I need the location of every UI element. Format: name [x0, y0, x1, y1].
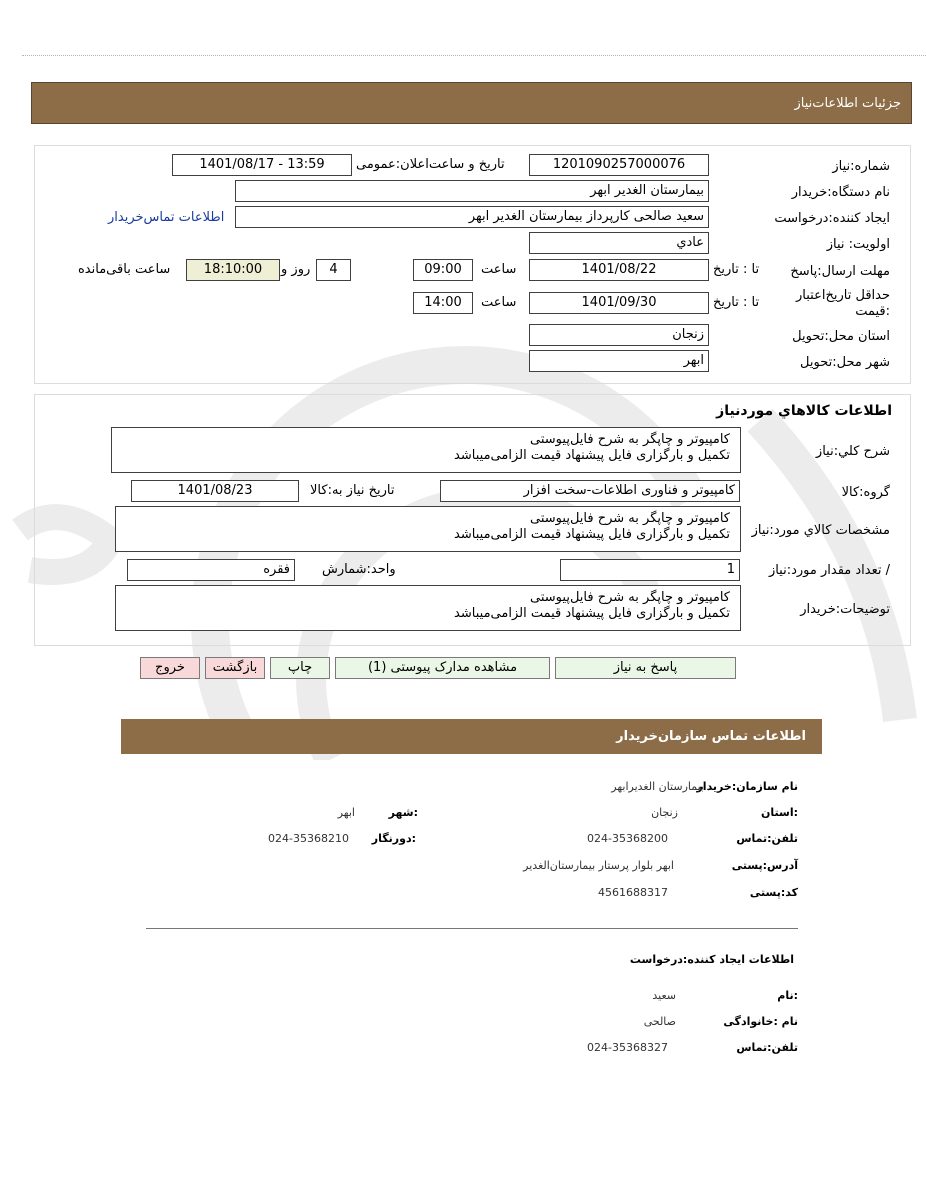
- province-field: زنجان: [529, 324, 709, 346]
- requester-section-title: اطلاعات ایجاد کننده:درخواست: [629, 953, 794, 966]
- spec-line-1: کامپیوتر و چاپگر به شرح فایل‌پیوستی: [530, 511, 730, 526]
- need-number-label: شماره:نیاز: [832, 159, 890, 174]
- deadline-time-label: ساعت: [481, 262, 517, 277]
- notes-line-1: کامپیوتر و چاپگر به شرح فایل‌پیوستی: [530, 590, 730, 605]
- back-button[interactable]: بازگشت: [205, 657, 265, 679]
- top-dotted-divider: [22, 55, 926, 56]
- validity-time-field: 14:00: [413, 292, 473, 314]
- requester-name-label: :نام: [777, 989, 798, 1002]
- contact-city-value: ابهر: [337, 806, 355, 819]
- requester-phone-label: تلفن:تماس: [736, 1041, 798, 1054]
- priority-field: عادي: [529, 232, 709, 254]
- goods-section-title: اطلاعات کالاهاي موردنیاز: [716, 403, 892, 419]
- city-field: ابهر: [529, 350, 709, 372]
- deadline-label: مهلت ارسال:پاسخ: [790, 264, 890, 279]
- validity-label: حداقل تاریخ‌اعتبار :قیمت: [796, 288, 890, 319]
- contact-phone-label: تلفن:تماس: [736, 832, 798, 845]
- contact-province-label: :استان: [761, 806, 798, 819]
- buyer-name-field: بیمارستان الغدیر ابهر: [235, 180, 709, 202]
- contact-city-label: :شهر: [388, 806, 418, 819]
- buyer-notes-label: توضیحات:خریدار: [800, 602, 890, 617]
- contact-org-value: بیمارستان الغدیرابهر: [611, 780, 704, 793]
- contact-address-value: ابهر بلوار پرستار بیمارستان‌الغدیر: [523, 859, 674, 872]
- remaining-time-field: 18:10:00: [186, 259, 280, 281]
- unit-label: واحد:شمارش: [322, 562, 396, 577]
- priority-label: اولویت: نیاز: [826, 237, 890, 252]
- buyer-notes-box: [115, 585, 741, 631]
- buyer-contact-link[interactable]: اطلاعات تماس‌خریدار: [108, 210, 225, 225]
- contact-postal-label: کد:پستی: [749, 886, 798, 899]
- contact-postal-value: 4561688317: [598, 886, 668, 899]
- summary-box: [111, 427, 741, 473]
- summary-label: شرح کلي:نیاز: [815, 444, 890, 459]
- page-header-title: جزئیات اطلاعات‌نیاز: [794, 96, 901, 111]
- notes-line-2: تکمیل و بارگزاری فایل پیشنهاد قیمت الزامی‌میباشد: [454, 606, 730, 621]
- print-button[interactable]: چاپ: [270, 657, 330, 679]
- validity-to-date-label: تا : تاریخ: [713, 295, 760, 310]
- spec-label: مشخصات کالاي مورد:نیاز: [751, 523, 890, 538]
- contact-fax-label: :دورنگار: [371, 832, 416, 845]
- need-date-label: تاریخ نیاز به:کالا: [310, 483, 395, 498]
- summary-line-2: تکمیل و بارگزاری فایل پیشنهاد قیمت الزامی‌میباشد: [454, 448, 730, 463]
- need-number-field: 1201090257000076: [529, 154, 709, 176]
- creator-label: ایجاد کننده:درخواست: [774, 211, 890, 226]
- contact-divider: [146, 928, 798, 929]
- need-date-field: 1401/08/23: [131, 480, 299, 502]
- days-label: روز و: [281, 262, 311, 277]
- view-attachments-button[interactable]: مشاهده مدارک پیوستی (1): [335, 657, 550, 679]
- remaining-time-label: ساعت باقی‌مانده: [78, 262, 171, 277]
- group-field: کامپیوتر و فناوری اطلاعات-سخت افزار: [440, 480, 740, 502]
- page-header: [31, 82, 912, 124]
- city-label: شهر محل:تحویل: [800, 355, 890, 370]
- spec-box: [115, 506, 741, 552]
- validity-date-field: 1401/09/30: [529, 292, 709, 314]
- announce-date-label: تاریخ و ساعت‌اعلان:عمومی: [356, 157, 505, 172]
- contact-address-label: آدرس:پستی: [731, 859, 798, 872]
- requester-phone-value: 024-35368327: [587, 1041, 668, 1054]
- contact-org-label: نام سازمان:خریدار: [696, 780, 798, 793]
- announce-date-field: 1401/08/17 - 13:59: [172, 154, 352, 176]
- quantity-label: / تعداد مقدار مورد:نیاز: [768, 563, 890, 578]
- reply-button[interactable]: پاسخ به نیاز: [555, 657, 736, 679]
- validity-time-label: ساعت: [481, 295, 517, 310]
- contact-phone-value: 024-35368200: [587, 832, 668, 845]
- province-label: استان محل:تحویل: [792, 329, 890, 344]
- requester-family-label: نام :خانوادگی: [723, 1015, 798, 1028]
- spec-line-2: تکمیل و بارگزاری فایل پیشنهاد قیمت الزامی‌میباشد: [454, 527, 730, 542]
- requester-family-value: صالحی: [643, 1015, 676, 1028]
- days-remaining-field: 4: [316, 259, 351, 281]
- unit-field: فقره: [127, 559, 295, 581]
- summary-line-1: کامپیوتر و چاپگر به شرح فایل‌پیوستی: [530, 432, 730, 447]
- requester-name-value: سعید: [652, 989, 676, 1002]
- deadline-date-field: 1401/08/22: [529, 259, 709, 281]
- contact-province-value: زنجان: [651, 806, 678, 819]
- buyer-contact-title: اطلاعات تماس سازمان‌خریدار: [616, 729, 806, 744]
- deadline-time-field: 09:00: [413, 259, 473, 281]
- buyer-contact-header: [121, 719, 822, 754]
- quantity-field: 1: [560, 559, 740, 581]
- contact-fax-value: 024-35368210: [268, 832, 349, 845]
- creator-field: سعید صالحی کارپرداز بیمارستان الغدیر ابهر: [235, 206, 709, 228]
- exit-button[interactable]: خروج: [140, 657, 200, 679]
- deadline-to-date-label: تا : تاریخ: [713, 262, 760, 277]
- group-label: گروه:کالا: [841, 485, 890, 500]
- buyer-name-label: نام دستگاه:خریدار: [791, 185, 890, 200]
